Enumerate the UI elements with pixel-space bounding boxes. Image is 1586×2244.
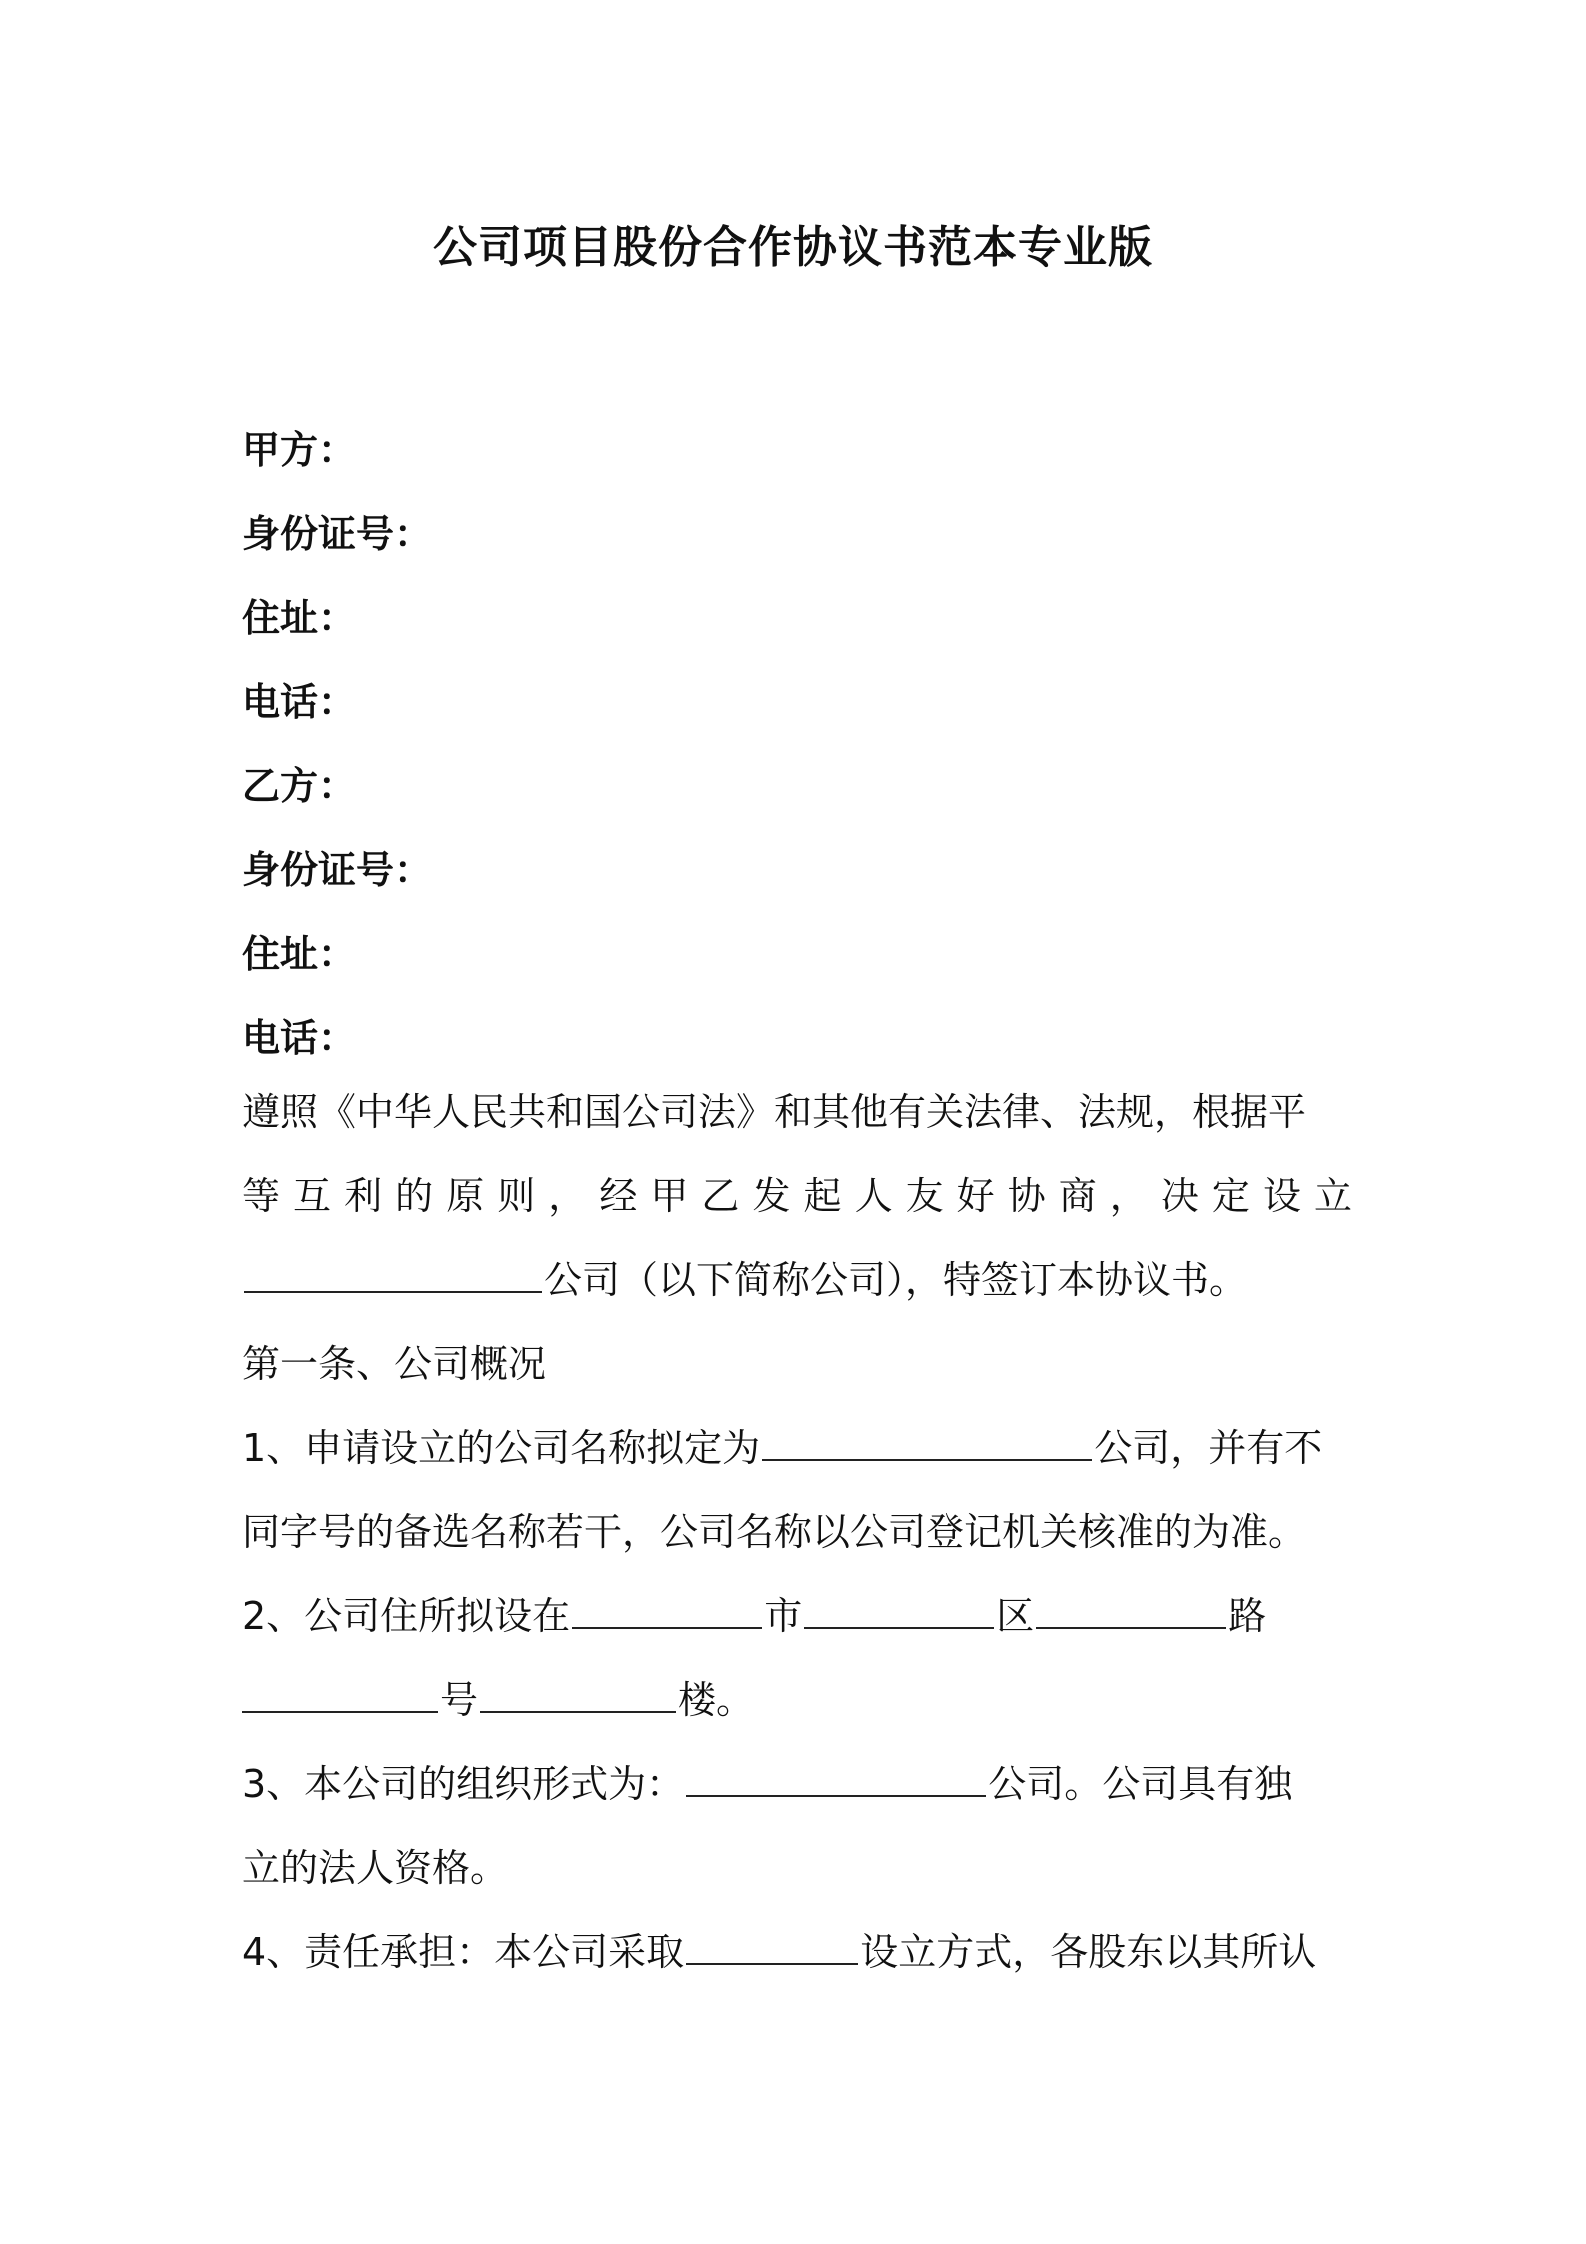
city-blank	[572, 1597, 762, 1629]
preamble-line-2: 等互利的原则，经甲乙发起人友好协商，决定设立	[242, 1174, 1352, 1218]
floor-blank	[480, 1681, 676, 1713]
article-1-heading: 第一条、公司概况	[242, 1342, 547, 1386]
article-1-item-3-cont: 立的法人资格。	[242, 1846, 509, 1890]
party-a-address-label: 住址：	[242, 596, 357, 640]
party-b-phone-label: 电话：	[242, 1016, 357, 1060]
party-b-id-label: 身份证号：	[242, 848, 433, 892]
party-a-id-label: 身份证号：	[242, 512, 433, 556]
article-1-item-1-cont: 同字号的备选名称若干，公司名称以公司登记机关核准的为准。	[242, 1510, 1307, 1554]
organization-form-blank	[686, 1765, 986, 1797]
preamble-line-1: 遵照《中华人民共和国公司法》和其他有关法律、法规，根据平	[242, 1090, 1307, 1134]
district-label: 区	[996, 1594, 1035, 1638]
district-blank	[804, 1597, 994, 1629]
document-title: 公司项目股份合作协议书范本专业版	[433, 222, 1153, 273]
party-b-label: 乙方：	[242, 764, 357, 808]
floor-label: 楼。	[678, 1678, 755, 1722]
party-info-section	[242, 408, 1352, 1080]
item-3-text-a: 3、本公司的组织形式为：	[242, 1762, 685, 1806]
item-1-text-b: 公司，并有不	[1094, 1426, 1323, 1470]
proposed-name-blank	[762, 1429, 1092, 1461]
article-1-item-4	[242, 1910, 1352, 1994]
item-2-text-a: 2、公司住所拟设在	[242, 1594, 571, 1638]
number-label: 号	[440, 1678, 479, 1722]
establishment-method-blank	[686, 1933, 858, 1965]
preamble-line-3-text: 公司（以下简称公司），特签订本协议书。	[544, 1258, 1248, 1302]
party-a-label: 甲方：	[242, 428, 357, 472]
agreement-body	[242, 1070, 1352, 1994]
item-1-text-a: 1、申请设立的公司名称拟定为	[242, 1426, 761, 1470]
preamble-line-3	[242, 1238, 1352, 1322]
city-label: 市	[764, 1594, 803, 1638]
article-1-item-2-cont	[242, 1658, 1352, 1742]
company-name-blank	[244, 1261, 542, 1293]
item-4-text-b: 设立方式，各股东以其所认	[860, 1930, 1317, 1974]
item-4-text-a: 4、责任承担：本公司采取	[242, 1930, 685, 1974]
article-1-item-3	[242, 1742, 1352, 1826]
party-b-address-label: 住址：	[242, 932, 357, 976]
road-blank	[1036, 1597, 1226, 1629]
road-label: 路	[1228, 1594, 1267, 1638]
party-a-phone-label: 电话：	[242, 680, 357, 724]
number-blank	[242, 1681, 438, 1713]
article-1-item-1	[242, 1406, 1352, 1490]
item-3-text-b: 公司。公司具有独	[988, 1762, 1293, 1806]
article-1-item-2	[242, 1574, 1352, 1658]
